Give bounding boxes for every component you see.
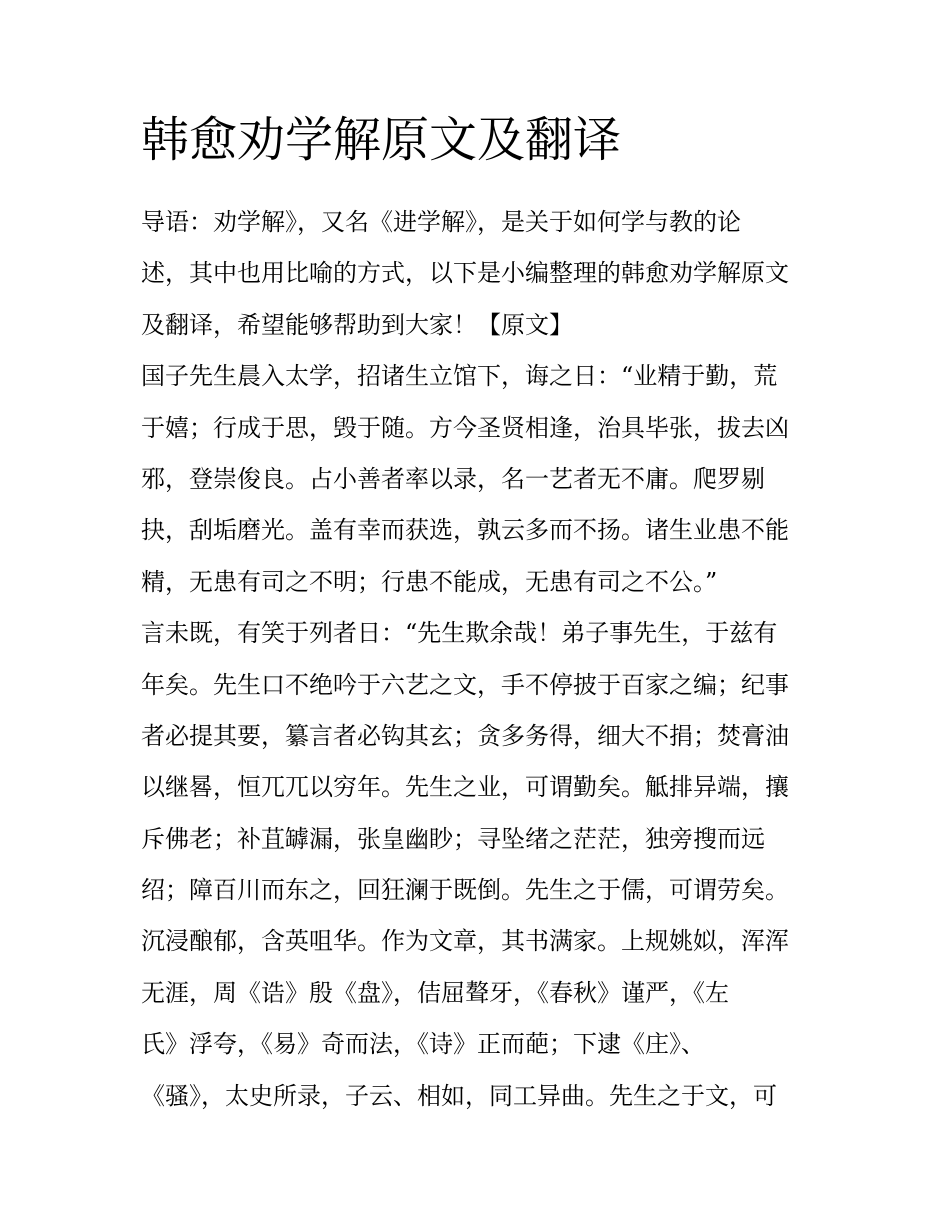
text-line: 言未既，有笑于列者日：“先生欺余哉！弟子事先生，于兹有 — [141, 619, 778, 648]
text-line: 者必提其要，纂言者必钩其玄；贪多务得，细大不捐；焚膏油 — [141, 721, 789, 750]
text-line: 述，其中也用比喻的方式，以下是小编整理的韩愈劝学解原文 — [141, 259, 789, 288]
document-title: 韩愈劝学解原文及翻译 — [141, 112, 622, 168]
text-line: 无涯，周《诰》殷《盘》，佶屈聱牙，《春秋》谨严，《左 — [141, 978, 729, 1007]
text-line: 氏》浮夸，《易》奇而法，《诗》正而葩；下逮《庄》、 — [141, 1030, 705, 1059]
text-line: 《骚》，太史所录，子云、相如，同工异曲。先生之于文，可 — [141, 1081, 777, 1110]
text-line: 抉，刮垢磨光。盖有幸而获选，孰云多而不扬。诸生业患不能 — [141, 516, 789, 545]
text-line: 精，无患有司之不明；行患不能成，无患有司之不公。” — [141, 567, 718, 596]
text-line: 绍；障百川而东之，回狂澜于既倒。先生之于儒，可谓劳矣。 — [141, 876, 789, 905]
text-line: 年矣。先生口不绝吟于六艺之文，手不停披于百家之编；纪事 — [141, 670, 789, 699]
text-line: 导语：劝学解》，又名《进学解》，是关于如何学与教的论 — [141, 208, 741, 236]
text-line: 斥佛老；补苴罅漏，张皇幽眇；寻坠绪之茫茫，独旁搜而远 — [141, 824, 765, 853]
text-line: 以继晷，恒兀兀以穷年。先生之业，可谓勤矣。觝排异端，攘 — [141, 773, 789, 802]
document-body — [141, 201, 811, 1126]
text-line: 沉浸酿郁，含英咀华。作为文章，其书满家。上规姚姒，浑浑 — [141, 927, 789, 956]
text-line: 邪，登崇俊良。占小善者率以录，名一艺者无不庸。爬罗剔 — [141, 464, 765, 493]
text-line: 及翻译，希望能够帮助到大家！【原文】 — [141, 310, 573, 339]
text-line: 国子先生晨入太学，招诸生立馆下，诲之日：“业精于勤，荒 — [141, 362, 778, 391]
text-line: 于嬉；行成于思，毁于随。方今圣贤相逢，治具毕张，拔去凶 — [141, 413, 789, 442]
